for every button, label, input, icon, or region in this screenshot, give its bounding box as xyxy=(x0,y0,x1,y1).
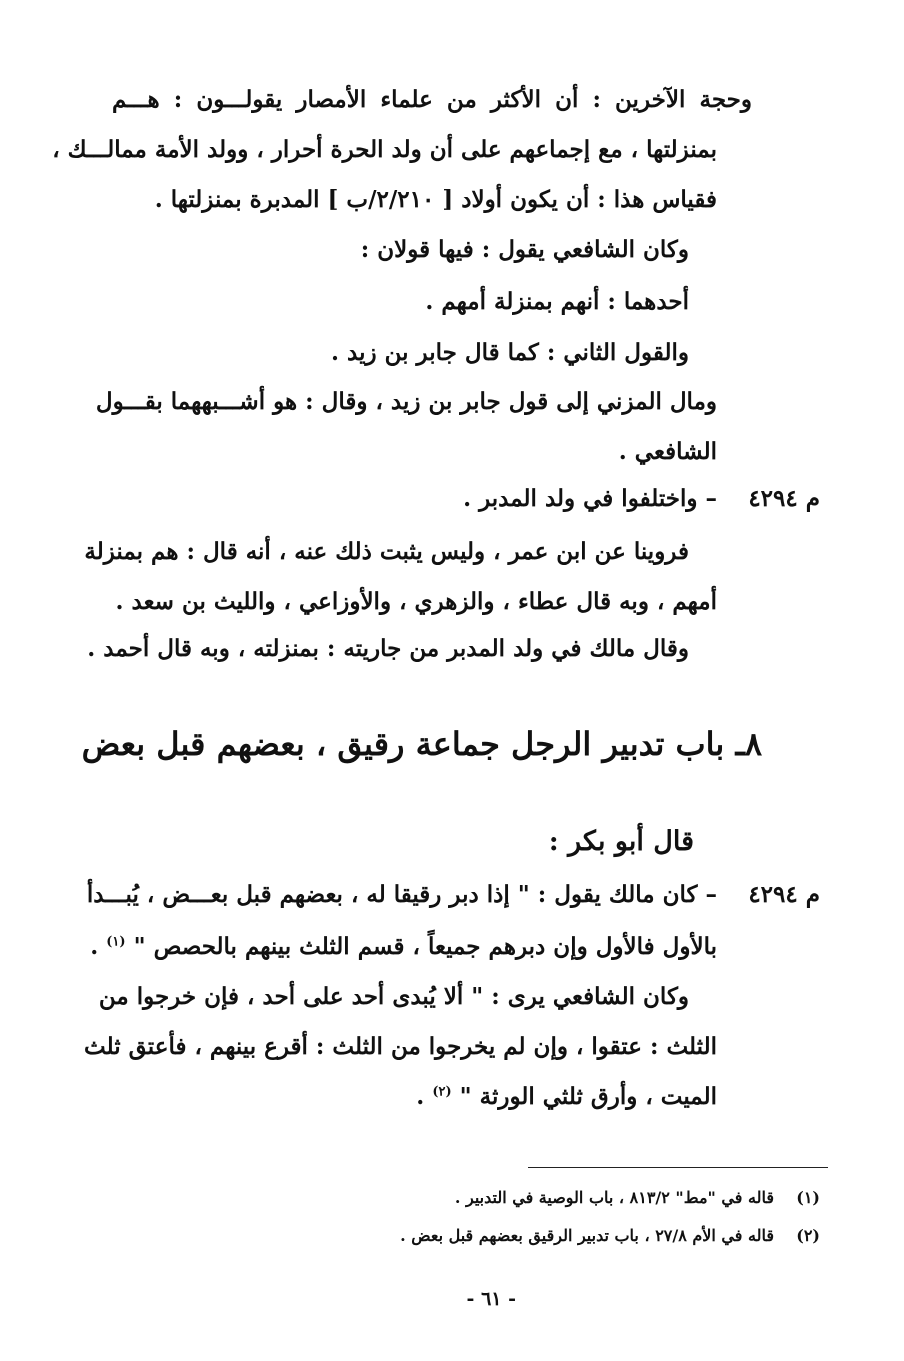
footnote-mark: (٢) xyxy=(796,1226,820,1245)
text-line xyxy=(90,935,717,958)
text-line: بمنزلتها ، مع إجماعهم على أن ولد الحرة أحرار ، وولد الأمة ممالـــك ، xyxy=(52,136,717,163)
footnote-ref: (١) xyxy=(106,934,126,950)
text-line: وكان الشافعي يرى : " ألا يُبدى أحد على أحد ، فإن خرجوا من xyxy=(98,983,689,1010)
text-segment: الميت ، وأرق ثلثي الورثة " xyxy=(459,1083,717,1110)
footnote-text: قاله في "مط" ٨١٣/٢ ، باب الوصية في التدبير . xyxy=(454,1188,774,1207)
text-line: أمهم ، وبه قال عطاء ، والزهري ، والأوزاعي ، والليث بن سعد . xyxy=(115,588,717,615)
text-line: فروينا عن ابن عمر ، وليس يثبت ذلك عنه ، أنه قال : هم بمنزلة xyxy=(84,538,689,565)
text-line: والقول الثاني : كما قال جابر بن زيد . xyxy=(331,339,689,366)
text-line xyxy=(416,1085,717,1108)
text-line: الثلث : عتقوا ، وإن لم يخرجوا من الثلث : أقرع بينهم ، فأعتق ثلث xyxy=(84,1033,717,1060)
text-line: – واختلفوا في ولد المدبر . xyxy=(463,485,717,512)
issue-number: م ٤٢٩٤ xyxy=(748,881,820,908)
text-line: وكان الشافعي يقول : فيها قولان : xyxy=(360,236,689,263)
text-line: – كان مالك يقول : " إذا دبر رقيقا له ، بعضهم قبل بعـــض ، يُبـــدأ xyxy=(86,881,717,908)
period-mark: . xyxy=(416,1083,425,1110)
footnote-separator xyxy=(528,1167,828,1168)
text-line: وقال مالك في ولد المدبر من جاريته : بمنزلته ، وبه قال أحمد . xyxy=(87,635,689,662)
text-line: الشافعي . xyxy=(618,438,717,465)
subheading: قال أبو بكر : xyxy=(548,826,694,857)
text-segment: بالأول فالأول وإن دبرهم جميعاً ، قسم الثلث بينهم بالحصص " xyxy=(133,933,717,960)
footnote-mark: (١) xyxy=(796,1188,820,1207)
text-line: ومال المزني إلى قول جابر بن زيد ، وقال : هو أشـــبههما بقـــول xyxy=(95,388,717,415)
page-number: - ٦١ - xyxy=(466,1288,516,1310)
period-mark: . xyxy=(90,933,99,960)
text-line: فقياس هذا : أن يكون أولاد [ ٢/٢١٠/ب ] المدبرة بمنزلتها . xyxy=(154,186,717,213)
footnote-ref: (٢) xyxy=(432,1084,452,1100)
issue-number: م ٤٢٩٤ xyxy=(748,485,820,512)
text-line: أحدهما : أنهم بمنزلة أمهم . xyxy=(425,288,689,315)
text-line: وحجة الآخرين : أن الأكثر من علماء الأمصار يقولـــون : هـــم xyxy=(112,86,752,113)
footnote xyxy=(400,1228,820,1244)
footnote xyxy=(455,1190,820,1206)
footnote-text: قاله في الأم ٢٧/٨ ، باب تدبير الرقيق بعضهم قبل بعض . xyxy=(400,1226,774,1245)
chapter-heading: ٨ـ باب تدبير الرجل جماعة رقيق ، بعضهم قبل بعض xyxy=(81,725,762,763)
